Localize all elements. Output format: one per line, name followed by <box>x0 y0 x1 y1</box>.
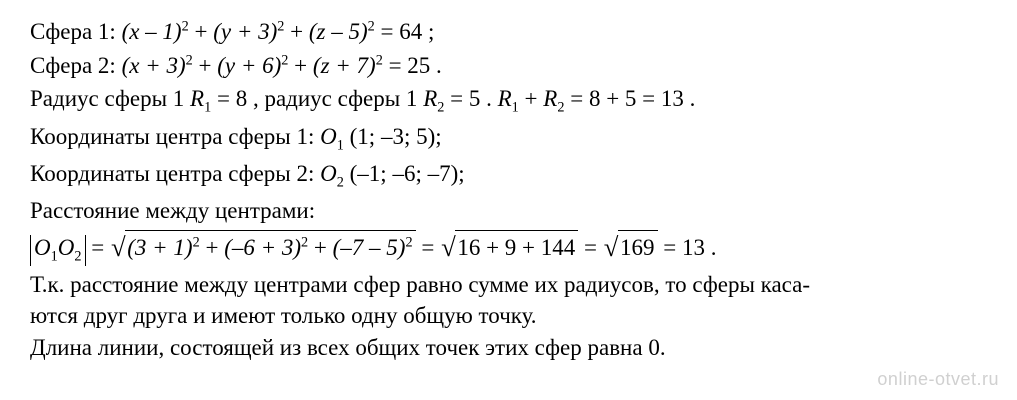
radius-2-text: радиус сферы 1 <box>264 86 418 112</box>
distance-o2-index: 2 <box>74 248 82 265</box>
distance-plus-2: + <box>313 235 327 260</box>
radii-line <box>30 83 990 118</box>
distance-term-1: (3 + 1) <box>127 235 193 260</box>
plus-4: + <box>294 52 308 78</box>
distance-plus-1: + <box>205 235 219 260</box>
sphere-2-label: Сфера 2: <box>30 52 116 78</box>
distance-o2: O <box>57 235 75 260</box>
distance-exp-3: 2 <box>405 234 413 251</box>
distance-equals-3: = <box>584 235 598 260</box>
sphere-1-label: Сфера 1: <box>30 19 116 44</box>
center-2-line <box>30 158 990 193</box>
solution-body <box>30 16 990 364</box>
conclusion-line-2: ются друг друга и имеют только одну общую точку. <box>30 303 537 329</box>
plus-5: + <box>524 86 538 112</box>
sphere-1-term-z: (z – 5) <box>308 19 368 44</box>
radius-2-symbol: R <box>423 86 438 112</box>
center-1-text: Координаты центра сферы 1: <box>30 123 315 149</box>
center-1-symbol: O <box>320 123 337 149</box>
sphere-2-term-z: (z + 7) <box>312 52 376 78</box>
plus-3: + <box>198 52 212 78</box>
radius-1-text: Радиус сферы 1 <box>30 86 185 112</box>
radius-2-value: = 5 . <box>450 86 492 112</box>
distance-equals-2: = <box>421 235 435 260</box>
distance-term-2: (–6 + 3) <box>224 235 302 260</box>
sphere-1-term-y: (y + 3) <box>213 19 278 44</box>
plus-2: + <box>290 19 304 44</box>
radius-2-index: 2 <box>437 100 445 117</box>
center-1-index: 1 <box>336 137 344 154</box>
sphere-2-term-x: (x + 3) <box>121 52 186 78</box>
distance-abs-group <box>30 235 86 266</box>
sphere-2-equation-line <box>30 50 990 82</box>
sphere-2-exp-x: 2 <box>185 52 193 69</box>
distance-sqrt-expanded <box>111 230 416 264</box>
conclusion-line-1: Т.к. расстояние между центрами сфер равно сумме их радиусов, то сферы каса- <box>30 271 811 297</box>
sphere-1-term-x: (x – 1) <box>121 19 182 44</box>
distance-sqrt-expanded-radicand <box>125 230 415 264</box>
sphere-2-exp-z: 2 <box>375 52 383 69</box>
watermark: online-otvet.ru <box>877 369 999 389</box>
distance-exp-2: 2 <box>301 234 309 251</box>
sphere-1-equation-line <box>30 16 990 48</box>
center-2-index: 2 <box>336 174 344 191</box>
center-2-symbol: O <box>320 161 337 186</box>
radius-sum-symbol-1: R <box>497 86 512 112</box>
distance-exp-1: 2 <box>192 234 200 251</box>
sphere-1-exp-x: 2 <box>181 18 189 35</box>
distance-equals-1: = <box>91 235 105 260</box>
distance-formula-line <box>30 230 990 266</box>
center-2-coords: (–1; –6; –7); <box>349 161 465 186</box>
radius-sum-index-2: 2 <box>557 100 565 117</box>
distance-o1-index: 1 <box>50 248 58 265</box>
plus-1: + <box>194 19 208 44</box>
sphere-1-rhs: = 64 ; <box>380 19 435 44</box>
radius-sum-value: = 8 + 5 = 13 . <box>570 86 696 112</box>
radius-sum-symbol-2: R <box>543 86 558 112</box>
center-2-text: Координаты центра сферы 2: <box>30 161 315 186</box>
radius-1-index: 1 <box>204 100 212 117</box>
center-1-coords: (1; –3; 5); <box>349 123 442 149</box>
radius-sum-index-1: 1 <box>511 100 519 117</box>
radius-1-symbol: R <box>190 86 205 112</box>
sphere-2-rhs: = 25 . <box>388 52 442 78</box>
distance-title: Расстояние между центрами: <box>30 198 316 224</box>
distance-sqrt-169-radicand: 169 <box>618 230 658 264</box>
distance-sqrt-sum-radicand: 16 + 9 + 144 <box>455 230 578 264</box>
sphere-2-term-y: (y + 6) <box>217 52 282 78</box>
sphere-2-exp-y: 2 <box>281 52 289 69</box>
conclusion-line-3: Длина линии, состоящей из всех общих точек этих сфер равна 0. <box>30 335 666 361</box>
sphere-1-exp-y: 2 <box>277 18 285 35</box>
distance-result: = 13 . <box>663 235 717 260</box>
distance-sqrt-169 <box>604 230 658 264</box>
sphere-1-exp-z: 2 <box>367 18 375 35</box>
distance-o1: O <box>34 235 51 260</box>
radius-1-value: = 8 , <box>216 86 259 112</box>
distance-term-3: (–7 – 5) <box>332 235 406 260</box>
distance-sqrt-sum <box>441 230 578 264</box>
center-1-line <box>30 121 990 156</box>
